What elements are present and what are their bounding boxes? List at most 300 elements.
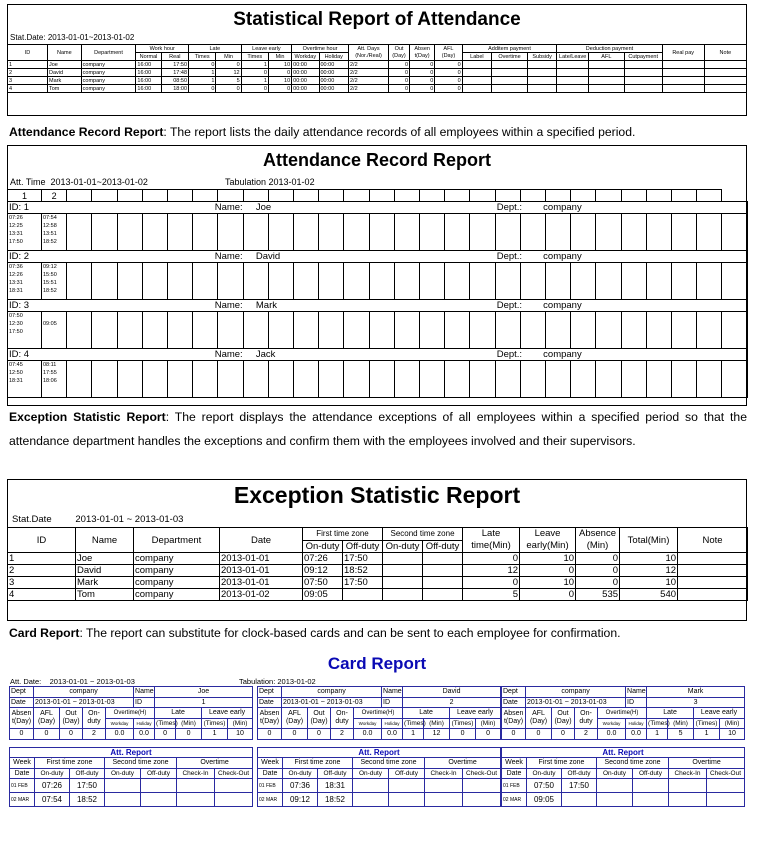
- stat-value: 0: [476, 729, 501, 740]
- stat-cell-empty: [588, 69, 624, 77]
- att-time: Att. Time 2013-01-01~2013-01-02: [10, 177, 148, 187]
- employee-id-text: ID: 4: [9, 349, 30, 360]
- date-col-label: Date: [258, 768, 283, 779]
- second-zone-header: Second time zone: [353, 758, 425, 769]
- empty-day: [243, 361, 268, 398]
- day-date: 01 FEB: [258, 779, 283, 793]
- day-empty: [707, 793, 745, 807]
- stat-subheader: (Min): [424, 718, 450, 729]
- stat-cell: 0: [388, 85, 409, 93]
- empty-day: [546, 214, 571, 251]
- zone-subheader: Off-duty: [389, 768, 425, 779]
- leave-header: Leave early: [694, 708, 745, 719]
- exception-cell: 2013-01-02: [220, 589, 303, 601]
- employee-dept: Dept.: company: [496, 251, 582, 262]
- employee-header-row: [8, 251, 748, 263]
- col-real-pay: Real pay: [662, 45, 704, 61]
- stat-cell-empty: [662, 61, 704, 69]
- zone-subheader: Check-Out: [215, 768, 253, 779]
- zone-subheader: Off-duty: [562, 768, 597, 779]
- day-header: 1: [8, 190, 42, 202]
- empty-day: [445, 312, 470, 349]
- day-date: 01 FEB: [502, 779, 527, 793]
- stat-cell: company: [81, 85, 136, 93]
- stat-cell: 16:00: [136, 69, 161, 77]
- day-empty: [463, 793, 501, 807]
- stat-value: 0: [450, 729, 476, 740]
- day-header-empty: [218, 190, 243, 202]
- exception-note: [678, 565, 748, 577]
- name-label: Name: [135, 688, 154, 696]
- week-label: Week: [258, 758, 283, 769]
- empty-day: [92, 312, 117, 349]
- day-empty: [177, 779, 215, 793]
- employee-name: Name: Joe: [214, 202, 272, 213]
- exc-col-date: Date: [220, 528, 303, 553]
- stat-header: Out (Day): [552, 708, 575, 729]
- empty-day: [445, 263, 470, 300]
- stat-cell: 0: [216, 85, 241, 93]
- day2-punches: 08:11 17:55 18:06: [42, 361, 67, 398]
- empty-day: [142, 361, 167, 398]
- day-empty: [389, 793, 425, 807]
- empty-day: [420, 361, 445, 398]
- empty-day: [495, 312, 520, 349]
- exception-cell: 540: [620, 589, 678, 601]
- col-work-hour: Work hour: [136, 45, 189, 53]
- empty-day: [672, 361, 697, 398]
- stat-cell-empty: [527, 69, 556, 77]
- attendance-record-grid: [7, 189, 748, 398]
- exc-col-second-zone: Second time zone: [383, 528, 463, 541]
- employee-header-row: [8, 349, 748, 361]
- exception-cell: 3: [8, 577, 76, 589]
- stat-cell: 0: [241, 69, 268, 77]
- date-col-label: Date: [10, 768, 35, 779]
- day-on-duty: 07:50: [527, 779, 562, 793]
- empty-day: [344, 214, 369, 251]
- empty-day: [142, 312, 167, 349]
- empty-day: [67, 214, 92, 251]
- day-empty: [669, 793, 707, 807]
- stat-subheader: (Times): [156, 719, 178, 727]
- stat-cell: 0: [410, 85, 435, 93]
- empty-day: [571, 214, 596, 251]
- exception-cell: Mark: [76, 577, 134, 589]
- empty-day: [470, 214, 495, 251]
- day2-punches: 09:05: [42, 312, 67, 349]
- day-empty: [215, 793, 253, 807]
- stat-cell: 2/2: [348, 69, 388, 77]
- empty-day: [596, 361, 621, 398]
- empty-day: [722, 361, 747, 398]
- day-off-duty: [562, 793, 597, 807]
- empty-day: [92, 263, 117, 300]
- exception-cell: [423, 553, 463, 565]
- day-empty: [425, 793, 463, 807]
- col-note: Note: [704, 45, 746, 61]
- card-day-row: [258, 779, 501, 793]
- empty-day: [142, 214, 167, 251]
- description-attendance-record: Attendance Record Report: The report lists the daily attendance records of all employees within a specified period.: [9, 125, 636, 139]
- overtime-header: Overtime(H): [598, 708, 647, 719]
- description-exception: Exception Statistic Report: The report displays the attendance exceptions of all employees within a specified period so that the attendance department handles the exceptions and confirm them with the employees involved and their supervisors.: [9, 410, 747, 448]
- stat-cell: 4: [8, 85, 48, 93]
- day-header-empty: [92, 190, 117, 202]
- stat-cell-empty: [588, 85, 624, 93]
- statistical-table: [7, 44, 747, 93]
- stat-cell: 0: [410, 77, 435, 85]
- exception-cell: Joe: [76, 553, 134, 565]
- empty-day: [672, 312, 697, 349]
- stat-cell-empty: [462, 85, 491, 93]
- exception-cell: [383, 553, 423, 565]
- card-att-date: Att. Date: 2013-01-01 ~ 2013-01-03: [10, 677, 135, 686]
- exception-cell: 0: [463, 577, 520, 589]
- stat-value: 0: [502, 729, 526, 740]
- exception-cell: 09:05: [303, 589, 343, 601]
- day-off-duty: 18:52: [318, 793, 353, 807]
- empty-day: [495, 214, 520, 251]
- day-header-empty: [394, 190, 419, 202]
- stat-cell: Tom: [48, 85, 82, 93]
- employee-dept: Dept.: company: [496, 202, 582, 213]
- stat-cell: David: [48, 69, 82, 77]
- empty-day: [571, 361, 596, 398]
- date-col-label: Date: [502, 768, 527, 779]
- stat-subheader: (Times): [450, 718, 476, 729]
- stat-cell: 00:00: [319, 85, 348, 93]
- dept-label: Dept: [10, 687, 34, 698]
- stat-cell-empty: [527, 85, 556, 93]
- employee-name: Name: Jack: [214, 349, 276, 360]
- stat-cell: 10: [268, 61, 291, 69]
- exception-cell: 535: [576, 589, 620, 601]
- stat-subheader: Holiday: [134, 718, 155, 729]
- day-header-empty: [193, 190, 218, 202]
- stat-cell: 0: [435, 77, 462, 85]
- empty-day: [243, 214, 268, 251]
- day-empty: [141, 779, 177, 793]
- day-header-empty: [344, 190, 369, 202]
- exc-col-first-zone: First time zone: [303, 528, 383, 541]
- stat-subheader: (Times): [404, 719, 426, 727]
- overtime-header: Overtime(H): [354, 708, 403, 719]
- zone-subheader: Check-Out: [463, 768, 501, 779]
- late-header: Late: [647, 708, 694, 719]
- stat-cell: 00:00: [292, 69, 319, 77]
- empty-day: [722, 263, 747, 300]
- col-late: Late: [189, 45, 242, 53]
- day-empty: [633, 779, 669, 793]
- empty-day: [218, 361, 243, 398]
- stat-value: 1: [647, 729, 668, 740]
- employee-times-row: [8, 361, 748, 398]
- empty-day: [168, 214, 193, 251]
- day-empty: [353, 793, 389, 807]
- col-label: Label: [462, 53, 491, 61]
- empty-day: [621, 361, 646, 398]
- day-date: 01 FEB: [10, 779, 35, 793]
- leave-header: Leave early: [450, 708, 501, 719]
- card-att-report-table: [257, 747, 501, 808]
- empty-day: [319, 263, 344, 300]
- stat-cell-empty: [527, 61, 556, 69]
- stat-subheader: Workday: [106, 718, 134, 729]
- stat-value: 0.0: [598, 729, 626, 740]
- stat-cell: 17:50: [161, 61, 188, 69]
- stat-value: 2: [575, 729, 598, 740]
- stat-cell: 1: [189, 77, 216, 85]
- empty-day: [319, 312, 344, 349]
- day-on-duty: 09:12: [283, 793, 318, 807]
- overtime-header: Overtime(H): [106, 708, 155, 719]
- exception-stat-date: Stat.Date 2013-01-01 ~ 2013-01-03: [12, 514, 184, 525]
- exception-cell: 5: [463, 589, 520, 601]
- empty-day: [646, 214, 671, 251]
- day-header-empty: [571, 190, 596, 202]
- exception-cell: company: [134, 553, 220, 565]
- col-afl: AFL (Day): [435, 45, 462, 61]
- stat-date: Stat.Date: 2013-01-01~2013-01-02: [10, 33, 135, 42]
- day-empty: [215, 779, 253, 793]
- stat-cell: 0: [268, 69, 291, 77]
- day-date: 02 MAR: [10, 793, 35, 807]
- stat-cell-empty: [624, 69, 662, 77]
- stat-cell: Joe: [48, 61, 82, 69]
- stat-cell-empty: [557, 77, 589, 85]
- stat-cell: 00:00: [292, 61, 319, 69]
- col-leave-early: Leave early: [241, 45, 292, 53]
- col-cutpayment: Cutpayment: [624, 53, 662, 61]
- day2-punches: 09:12 15:50 15:51 18:52: [42, 263, 67, 300]
- stat-cell: company: [81, 61, 136, 69]
- stat-cell: 0: [410, 69, 435, 77]
- day-header-empty: [268, 190, 293, 202]
- late-header: Late: [155, 708, 202, 719]
- col-holiday: Holiday: [319, 53, 348, 61]
- stat-cell: 0: [189, 85, 216, 93]
- empty-day: [470, 361, 495, 398]
- empty-day: [243, 312, 268, 349]
- exception-cell: [423, 565, 463, 577]
- stat-header: On- duty: [83, 708, 106, 729]
- exception-cell: [383, 565, 423, 577]
- statistical-report-title: Statistical Report of Attendance: [233, 9, 521, 30]
- day-header-empty: [243, 190, 268, 202]
- exception-cell: 0: [576, 577, 620, 589]
- stat-cell: company: [81, 77, 136, 85]
- exc-col-name: Name: [76, 528, 134, 553]
- empty-day: [697, 312, 722, 349]
- exception-cell: 10: [620, 553, 678, 565]
- exception-table: [7, 527, 748, 601]
- id-value: 3: [647, 697, 745, 708]
- employee-card: [501, 686, 744, 807]
- exception-title: Exception Statistic Report: [233, 482, 521, 508]
- employee-name: Name: Mark: [214, 300, 277, 311]
- att-report-header: Att. Report: [258, 747, 501, 758]
- employee-times-row: [8, 312, 748, 349]
- exception-cell: 09:12: [303, 565, 343, 577]
- stat-value: 1: [202, 729, 228, 740]
- day-empty: [597, 793, 633, 807]
- day-empty: [389, 779, 425, 793]
- day-on-duty: 07:54: [35, 793, 70, 807]
- date-value: 2013-01-01 ~ 2013-01-03: [282, 697, 382, 708]
- exception-cell: [423, 589, 463, 601]
- date-label: Date: [10, 697, 34, 708]
- employee-dept: Dept.: company: [496, 349, 582, 360]
- empty-day: [369, 214, 394, 251]
- card-info-table: [9, 686, 253, 740]
- exception-row: [8, 565, 748, 577]
- stat-cell-empty: [492, 61, 528, 69]
- day-on-duty: 07:36: [283, 779, 318, 793]
- stat-row: [8, 77, 747, 85]
- empty-day: [470, 312, 495, 349]
- stat-subheader: (Min): [720, 718, 745, 729]
- exception-row: [8, 589, 748, 601]
- stat-cell: 1: [189, 69, 216, 77]
- empty-day: [646, 312, 671, 349]
- stat-value: 0.0: [134, 729, 155, 740]
- first-zone-header: First time zone: [283, 758, 353, 769]
- col-deduction-payment: Deduction payment: [557, 45, 662, 53]
- zone-subheader: On-duty: [35, 768, 70, 779]
- exception-cell: 12: [463, 565, 520, 577]
- empty-day: [646, 263, 671, 300]
- exception-note: [678, 589, 748, 601]
- col-overtime: Overtime: [492, 53, 528, 61]
- stat-cell-empty: [462, 61, 491, 69]
- id-value: 1: [155, 697, 253, 708]
- stat-cell-empty: [527, 77, 556, 85]
- stat-cell: 2: [8, 69, 48, 77]
- stat-value: 0.0: [382, 729, 403, 740]
- employee-info: [67, 251, 747, 263]
- stat-cell: 0: [268, 85, 291, 93]
- stat-cell: 16:00: [136, 85, 161, 93]
- exc-col-on1: On-duty: [303, 540, 343, 553]
- exc-col-absence: Absence (Min): [576, 528, 620, 553]
- day-header-empty: [369, 190, 394, 202]
- day-off-duty: 18:52: [70, 793, 105, 807]
- stat-value: 12: [424, 729, 450, 740]
- empty-day: [596, 312, 621, 349]
- card-day-row: [10, 779, 253, 793]
- empty-day: [193, 312, 218, 349]
- stat-subheader: (Times): [694, 718, 720, 729]
- exception-cell: 10: [520, 553, 576, 565]
- day-header-empty: [646, 190, 671, 202]
- stat-subheader: (Times): [648, 719, 670, 727]
- day1-punches: 07:26 12:25 13:31 17:50: [8, 214, 42, 251]
- stat-cell: 00:00: [319, 77, 348, 85]
- employee-dept: Dept.: company: [496, 300, 582, 311]
- stat-cell-empty: [662, 85, 704, 93]
- day1-punches: 07:36 12:26 13:31 18:31: [8, 263, 42, 300]
- stat-cell-empty: [492, 69, 528, 77]
- stat-subheader: Workday: [598, 718, 626, 729]
- stat-cell: 00:00: [292, 85, 319, 93]
- day-date: 02 MAR: [258, 793, 283, 807]
- empty-day: [268, 214, 293, 251]
- zone-subheader: Check-Out: [707, 768, 745, 779]
- stat-header: AFL (Day): [34, 708, 60, 729]
- stat-cell: 0: [410, 61, 435, 69]
- empty-day: [445, 361, 470, 398]
- empty-day: [596, 214, 621, 251]
- exception-cell: 17:50: [343, 553, 383, 565]
- day-header-empty: [319, 190, 344, 202]
- exception-cell: 4: [8, 589, 76, 601]
- exception-cell: 2013-01-01: [220, 565, 303, 577]
- overtime-zone-header: Overtime: [177, 758, 253, 769]
- exc-col-leave: Leave early(Min): [520, 528, 576, 553]
- day1-punches: 07:45 12:50 18:31: [8, 361, 42, 398]
- empty-day: [445, 214, 470, 251]
- empty-day: [394, 312, 419, 349]
- zone-subheader: On-duty: [527, 768, 562, 779]
- stat-cell: 0: [435, 61, 462, 69]
- empty-day: [268, 312, 293, 349]
- exception-cell: company: [134, 577, 220, 589]
- empty-day: [621, 214, 646, 251]
- stat-header: Absen t(Day): [10, 708, 34, 729]
- empty-day: [344, 312, 369, 349]
- leave-header: Leave early: [202, 708, 253, 719]
- stat-cell-empty: [492, 77, 528, 85]
- stat-cell: 08:50: [161, 77, 188, 85]
- exception-row: [8, 553, 748, 565]
- exception-cell: 0: [576, 565, 620, 577]
- day2-punches: 07:54 12:58 13:51 18:52: [42, 214, 67, 251]
- day-off-duty: 17:50: [562, 779, 597, 793]
- empty-day: [218, 263, 243, 300]
- col-subsidy: Subsidy: [527, 53, 556, 61]
- stat-cell: 1: [8, 61, 48, 69]
- exception-note: [678, 553, 748, 565]
- stat-header: Absen t(Day): [502, 708, 526, 729]
- name-label: Name: [627, 688, 646, 696]
- empty-day: [117, 214, 142, 251]
- day-empty: [177, 793, 215, 807]
- overtime-zone-header: Overtime: [669, 758, 745, 769]
- day-header-empty: [294, 190, 319, 202]
- stat-cell: 0: [435, 69, 462, 77]
- col-department: Department: [81, 45, 136, 61]
- day-header-empty: [596, 190, 621, 202]
- stat-header: AFL (Day): [282, 708, 308, 729]
- day-empty: [463, 779, 501, 793]
- empty-day: [571, 263, 596, 300]
- empty-day: [294, 361, 319, 398]
- second-zone-header: Second time zone: [105, 758, 177, 769]
- empty-day: [697, 263, 722, 300]
- col-afl-deduct: AFL: [588, 53, 624, 61]
- stat-subheader: Holiday: [382, 718, 403, 729]
- empty-day: [470, 263, 495, 300]
- employee-header-row: [8, 202, 748, 214]
- day-on-duty: 09:05: [527, 793, 562, 807]
- card-info-table: [257, 686, 501, 740]
- exception-cell: 17:50: [343, 577, 383, 589]
- empty-day: [571, 312, 596, 349]
- stat-cell-empty: [662, 69, 704, 77]
- stat-cell-empty: [704, 85, 746, 93]
- empty-day: [420, 312, 445, 349]
